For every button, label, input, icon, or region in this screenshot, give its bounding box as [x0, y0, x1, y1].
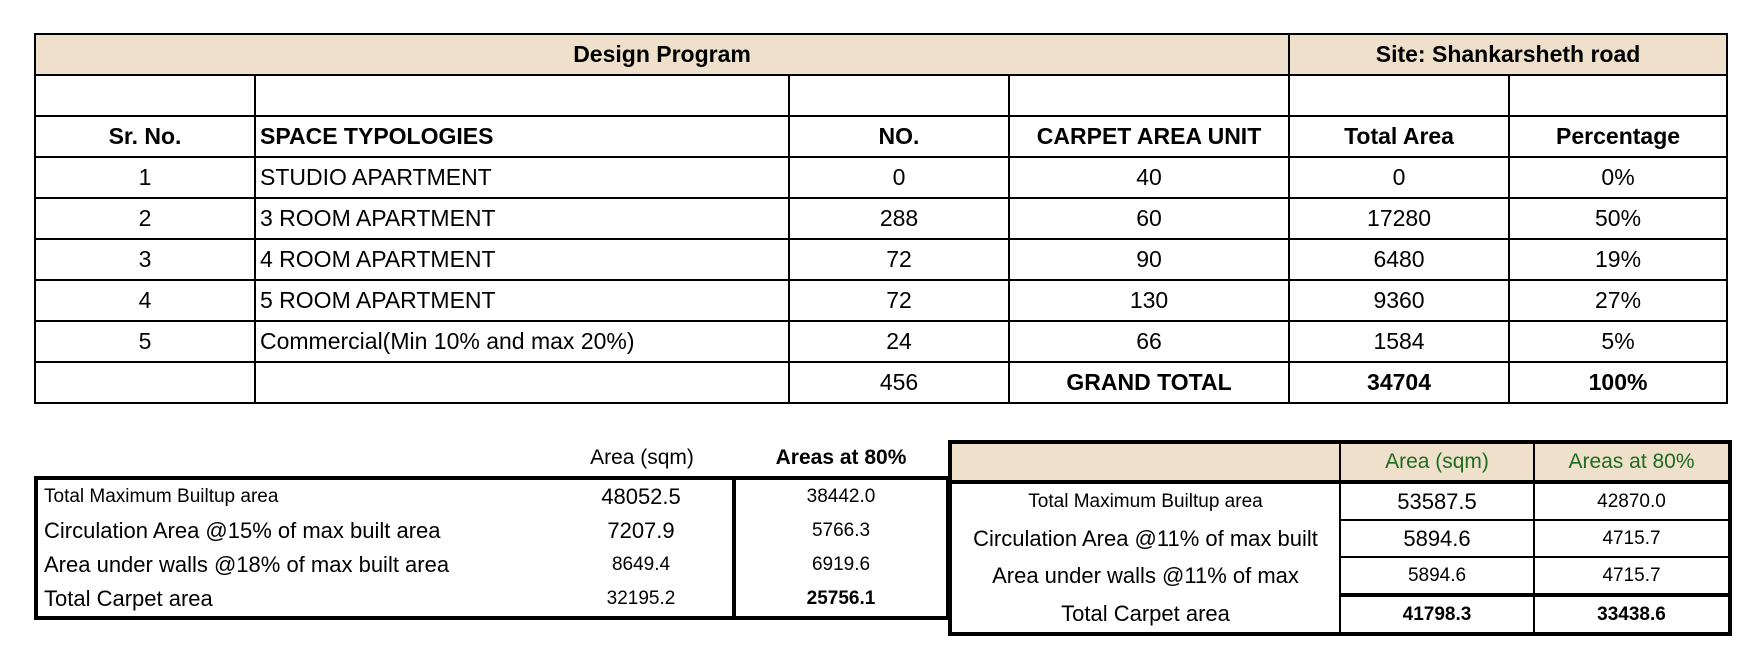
- space-type-cell: 3 ROOM APARTMENT: [255, 198, 789, 239]
- summary-areas-80: 42870.0: [1534, 482, 1730, 520]
- summary-label: Circulation Area @11% of max built: [950, 520, 1340, 557]
- table-row: [35, 157, 1727, 198]
- blank-cell: [35, 362, 255, 403]
- table-row: [35, 198, 1727, 239]
- sr-no-cell: 1: [35, 157, 255, 198]
- sr-no-cell: 3: [35, 239, 255, 280]
- summary-header-row: [36, 440, 948, 478]
- col-header-area-sqm: Area (sqm): [1340, 442, 1534, 482]
- design-program-title: Design Program: [35, 34, 1289, 75]
- summary-label: Total Carpet area: [36, 582, 550, 618]
- summary-row: [950, 520, 1730, 557]
- count-cell: 72: [789, 280, 1009, 321]
- space-type-cell: STUDIO APARTMENT: [255, 157, 789, 198]
- summary-label: Total Carpet area: [950, 595, 1340, 634]
- percentage-cell: 5%: [1509, 321, 1727, 362]
- carpet-area-cell: 90: [1009, 239, 1289, 280]
- space-type-cell: 5 ROOM APARTMENT: [255, 280, 789, 321]
- count-cell: 288: [789, 198, 1009, 239]
- summary-label: Area under walls @18% of max built area: [36, 548, 550, 582]
- col-header-total-area: Total Area: [1289, 116, 1509, 157]
- summary-areas-80: 25756.1: [734, 582, 948, 618]
- summary-row: [36, 582, 948, 618]
- summary-areas-80: 5766.3: [734, 514, 948, 548]
- col-header-areas-80: Areas at 80%: [775, 446, 907, 469]
- blank-header-cell: [950, 442, 1340, 482]
- col-header-carpet-area-unit: CARPET AREA UNIT: [1009, 116, 1289, 157]
- space-type-cell: Commercial(Min 10% and max 20%): [255, 321, 789, 362]
- table-row: [35, 280, 1727, 321]
- percentage-cell: 50%: [1509, 198, 1727, 239]
- grand-total-label: GRAND TOTAL: [1009, 362, 1289, 403]
- summary-row: [36, 548, 948, 582]
- carpet-area-cell: 130: [1009, 280, 1289, 321]
- carpet-area-cell: 60: [1009, 198, 1289, 239]
- column-header-row: [35, 116, 1727, 157]
- summary-areas-80: 6919.6: [734, 548, 948, 582]
- sr-no-cell: 2: [35, 198, 255, 239]
- blank-cell: [1009, 75, 1289, 116]
- grand-total-percentage: 100%: [1509, 362, 1727, 403]
- summary-area: 5894.6: [1340, 520, 1534, 557]
- total-area-cell: 6480: [1289, 239, 1509, 280]
- summary-area: 8649.4: [611, 554, 671, 575]
- summary-label: Area under walls @11% of max: [950, 557, 1340, 595]
- total-area-cell: 1584: [1289, 321, 1509, 362]
- blank-row: [35, 75, 1727, 116]
- percentage-cell: 27%: [1509, 280, 1727, 321]
- col-header-no: NO.: [789, 116, 1009, 157]
- design-program-table: [34, 33, 1728, 404]
- total-area-cell: 0: [1289, 157, 1509, 198]
- site-title: Site: Shankarsheth road: [1289, 34, 1727, 75]
- blank-cell: [1509, 75, 1727, 116]
- summary-label: Total Maximum Builtup area: [36, 478, 550, 514]
- summary-areas-80: 4715.7: [1534, 520, 1730, 557]
- col-header-sr-no: Sr. No.: [35, 116, 255, 157]
- table-row: [35, 239, 1727, 280]
- sr-no-cell: 4: [35, 280, 255, 321]
- sr-no-cell: 5: [35, 321, 255, 362]
- summary-row: [950, 595, 1730, 634]
- count-cell: 0: [789, 157, 1009, 198]
- summary-row: [950, 557, 1730, 595]
- summary-label: Circulation Area @15% of max built area: [36, 514, 550, 548]
- col-header-area-sqm: Area (sqm): [590, 446, 694, 469]
- table-row: [35, 321, 1727, 362]
- summary-areas-80: 38442.0: [734, 478, 948, 514]
- carpet-area-cell: 40: [1009, 157, 1289, 198]
- count-cell: 24: [789, 321, 1009, 362]
- blank-cell: [255, 362, 789, 403]
- summary-area: 53587.5: [1340, 482, 1534, 520]
- count-cell: 72: [789, 239, 1009, 280]
- summary-area: 5894.6: [1340, 557, 1534, 595]
- summary-areas-80: 4715.7: [1534, 557, 1730, 595]
- blank-cell: [36, 440, 550, 478]
- summary-header-row: [950, 442, 1730, 482]
- grand-total-row: [35, 362, 1727, 403]
- summary-area: 7207.9: [607, 518, 675, 543]
- summary-area: 48052.5: [550, 478, 734, 514]
- carpet-area-cell: 66: [1009, 321, 1289, 362]
- summary-areas-80: 33438.6: [1534, 595, 1730, 634]
- total-area-cell: 17280: [1289, 198, 1509, 239]
- grand-total-count: 456: [789, 362, 1009, 403]
- blank-cell: [255, 75, 789, 116]
- col-header-space-typologies: SPACE TYPOLOGIES: [255, 116, 789, 157]
- blank-cell: [35, 75, 255, 116]
- summary-table-right: [948, 440, 1732, 636]
- summary-row: [950, 482, 1730, 520]
- col-header-percentage: Percentage: [1509, 116, 1727, 157]
- summary-area: 32195.2: [550, 582, 734, 618]
- percentage-cell: 0%: [1509, 157, 1727, 198]
- blank-cell: [1289, 75, 1509, 116]
- blank-cell: [789, 75, 1009, 116]
- grand-total-area: 34704: [1289, 362, 1509, 403]
- table-title-row: [35, 34, 1727, 75]
- col-header-areas-80: Areas at 80%: [1534, 442, 1730, 482]
- percentage-cell: 19%: [1509, 239, 1727, 280]
- space-type-cell: 4 ROOM APARTMENT: [255, 239, 789, 280]
- total-area-cell: 9360: [1289, 280, 1509, 321]
- summary-area: 41798.3: [1340, 595, 1534, 634]
- summary-label: Total Maximum Builtup area: [950, 482, 1340, 520]
- summary-row: [36, 514, 948, 548]
- summary-table-left: [34, 440, 950, 620]
- summary-row: [36, 478, 948, 514]
